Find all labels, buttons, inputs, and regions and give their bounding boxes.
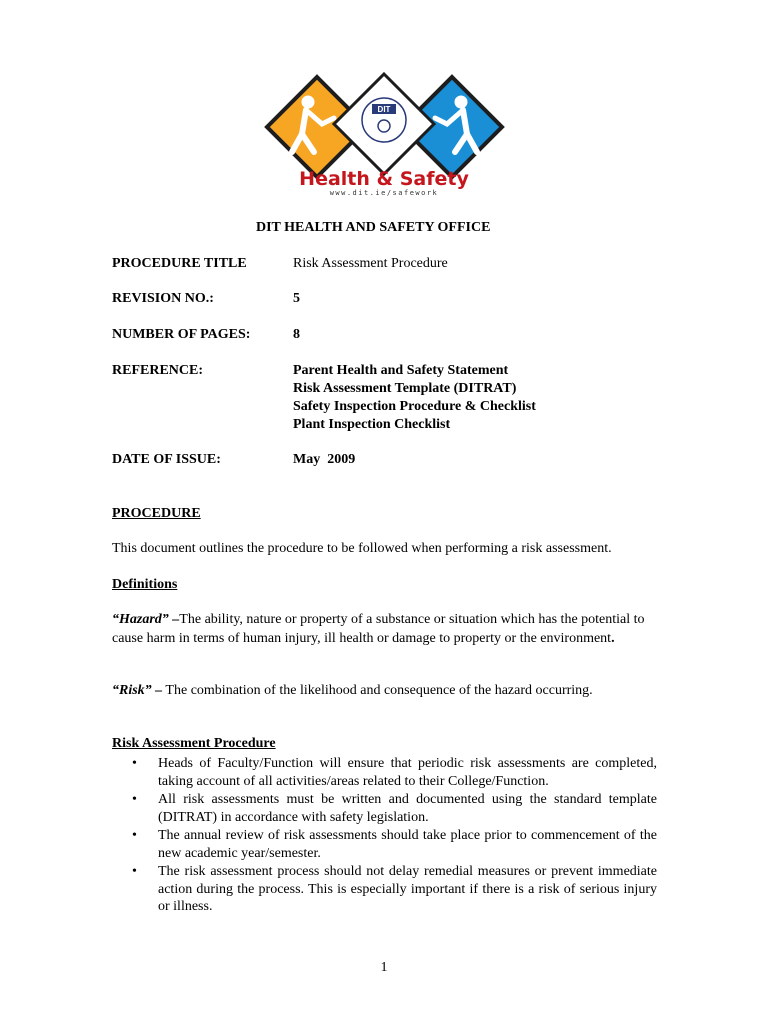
revision-value: 5 xyxy=(293,291,300,306)
emblem-text: DIT xyxy=(377,105,391,114)
procedure-heading: PROCEDURE xyxy=(112,506,201,521)
reference-item: Parent Health and Safety Statement xyxy=(293,363,509,378)
hazard-definition xyxy=(112,610,652,648)
risk-term: “Risk” – xyxy=(112,683,163,698)
reference-item: Risk Assessment Template (DITRAT) xyxy=(293,381,517,396)
date-of-issue-value: May 2009 xyxy=(293,452,356,467)
hazard-end: . xyxy=(611,631,615,646)
risk-definition xyxy=(112,682,593,700)
procedure-bullet-list xyxy=(112,755,657,917)
list-item-text: The annual review of risk assessments should take place prior to commencement of the new academic year/semester. xyxy=(158,828,657,861)
list-item-text: All risk assessments must be written and documented using the standard template (DITRAT) in accordance with safety legislation. xyxy=(158,792,657,825)
risk-text: The combination of the likelihood and consequence of the hazard occurring. xyxy=(162,683,593,698)
reference-label: REFERENCE: xyxy=(112,363,204,378)
bullet-icon: • xyxy=(132,864,137,879)
hazard-text: The ability, nature or property of a substance or situation which has the potential to cause harm in terms of human injury, ill health or damage to property or the environment xyxy=(112,612,645,646)
list-item xyxy=(112,863,657,916)
bullet-icon: • xyxy=(132,756,137,771)
reference-item: Safety Inspection Procedure & Checklist xyxy=(293,399,536,414)
hazard-term: “Hazard” – xyxy=(112,612,180,627)
office-title: DIT HEALTH AND SAFETY OFFICE xyxy=(256,220,491,235)
risk-assessment-procedure-heading: Risk Assessment Procedure xyxy=(112,736,276,751)
page-number: 1 xyxy=(380,960,388,975)
list-item xyxy=(112,755,657,790)
bullet-icon: • xyxy=(132,792,137,807)
date-of-issue-label: DATE OF ISSUE: xyxy=(112,452,221,467)
pages-label: NUMBER OF PAGES: xyxy=(112,327,251,342)
list-item-text: The risk assessment process should not delay remedial measures or prevent immediate action during the process. This is especially important if there is a risk of serious injury or illness. xyxy=(158,864,657,914)
intro-paragraph: This document outlines the procedure to be followed when performing a risk assessment. xyxy=(112,541,612,556)
list-item-text: Heads of Faculty/Function will ensure that periodic risk assessments are completed, taking account of all activities/areas related to their College/Function. xyxy=(158,756,657,789)
logo-url-text: www.dit.ie/safework xyxy=(329,189,439,197)
reference-item: Plant Inspection Checklist xyxy=(293,417,451,432)
bullet-icon: • xyxy=(132,828,137,843)
procedure-title-label: PROCEDURE TITLE xyxy=(112,256,247,271)
health-and-safety-logo xyxy=(262,72,507,197)
procedure-title-value: Risk Assessment Procedure xyxy=(293,256,448,271)
revision-label: REVISION NO.: xyxy=(112,291,214,306)
pages-value: 8 xyxy=(293,327,300,342)
list-item xyxy=(112,827,657,862)
logo-brand-text: Health & Safety xyxy=(299,168,469,190)
list-item xyxy=(112,791,657,826)
definitions-heading: Definitions xyxy=(112,577,178,592)
